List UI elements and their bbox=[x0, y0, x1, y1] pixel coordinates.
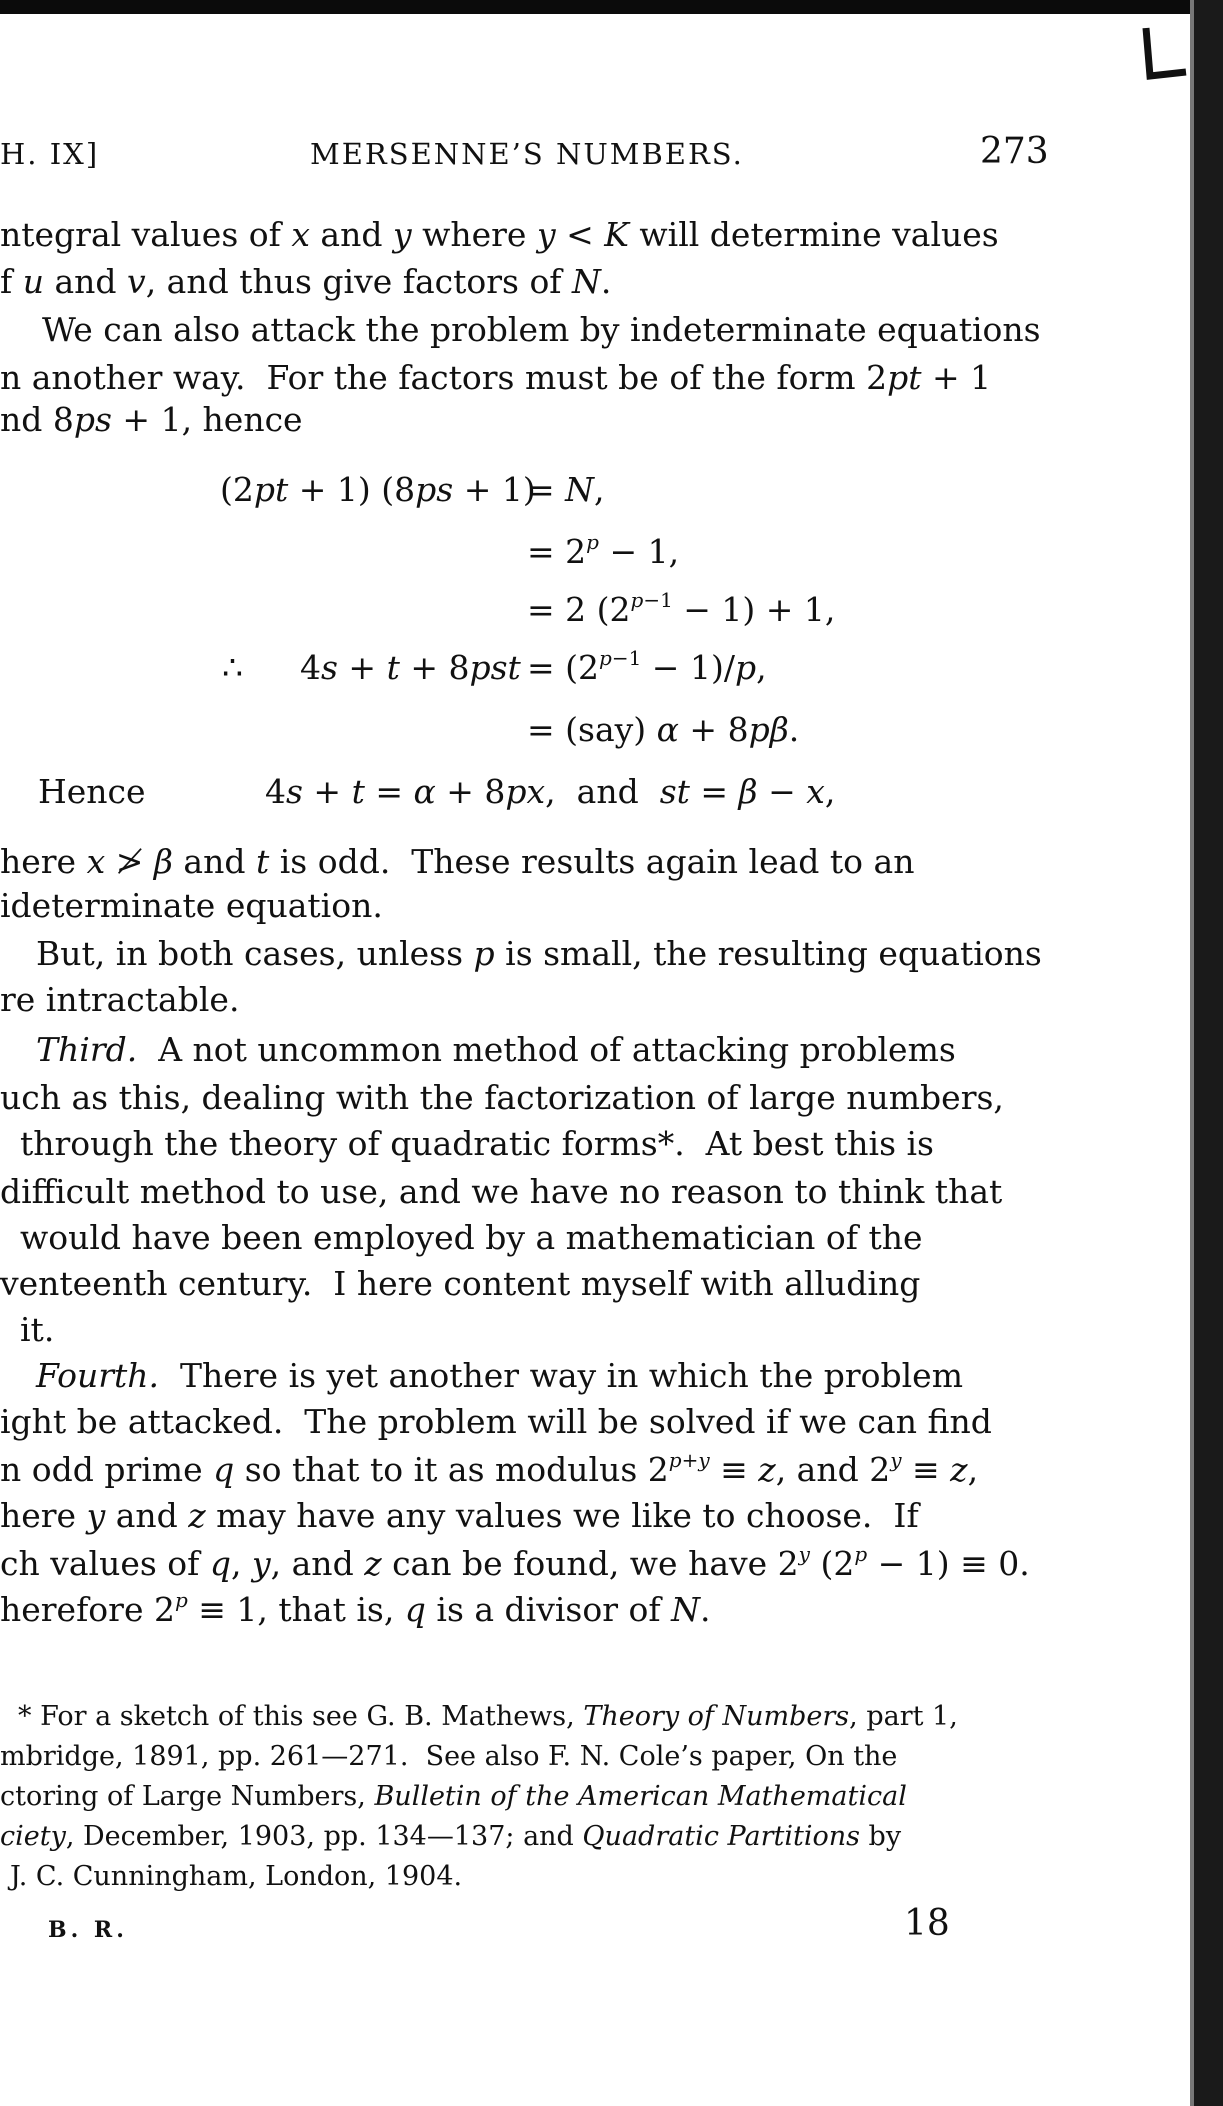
scan-right-shadow bbox=[1190, 0, 1194, 2106]
body-line-4: n another way. For the factors must be of the form 2pt + 1 bbox=[0, 358, 992, 397]
body-line-13: difficult method to use, and we have no reason to think that bbox=[0, 1172, 1003, 1211]
therefore-symbol: ∴ bbox=[222, 648, 243, 687]
body-line-10: Third. A not uncommon method of attacking problems bbox=[36, 1030, 956, 1069]
footnote-line-1: * For a sketch of this see G. B. Mathews, Theory of Numbers, part 1, bbox=[18, 1701, 958, 1732]
equation-2: = $2^p - 1$, bbox=[527, 530, 680, 571]
body-line-9: re intractable. bbox=[0, 980, 240, 1019]
scan-top-border bbox=[0, 0, 1223, 14]
footnote-line-2: mbridge, 1891, pp. 261—271. See also F. N. Cole’s paper, On the bbox=[0, 1741, 898, 1772]
body-line-18: ight be attacked. The problem will be solved if we can find bbox=[0, 1402, 992, 1441]
header-chapter: H. IX] bbox=[0, 137, 100, 171]
equation-1-rhs: = N, bbox=[527, 470, 605, 509]
body-line-1: ntegral values of x and y where y < K will determine values bbox=[0, 215, 999, 254]
equation-4-lhs: 4s + t + 8pst bbox=[300, 648, 521, 687]
equation-1-lhs: (2pt + 1) (8ps + 1) bbox=[220, 470, 536, 509]
body-line-20: here y and z may have any values we like to choose. If bbox=[0, 1496, 919, 1535]
equation-5: = (say) α + 8pβ. bbox=[527, 710, 800, 749]
equation-4-rhs: = $(2^{p-1} - 1)/p$, bbox=[527, 646, 767, 687]
hence-expression: 4s + t = α + 8px, and st = β − x, bbox=[265, 772, 836, 811]
body-line-7: ideterminate equation. bbox=[0, 886, 383, 925]
footnote-line-4: ciety, December, 1903, pp. 134—137; and Quadratic Partitions by bbox=[0, 1821, 902, 1852]
body-line-22: herefore $2^p \equiv 1$, that is, q is a divisor of N. bbox=[0, 1588, 711, 1629]
header-title: MERSENNE’S NUMBERS. bbox=[310, 137, 744, 171]
body-line-14: would have been employed by a mathematician of the bbox=[20, 1218, 923, 1257]
body-line-12: through the theory of quadratic forms*. At best this is bbox=[20, 1124, 934, 1163]
page-number: 273 bbox=[980, 131, 1049, 172]
body-line-3: We can also attack the problem by indeterminate equations bbox=[42, 310, 1041, 349]
body-line-16: it. bbox=[20, 1310, 55, 1349]
footnote-line-3: ctoring of Large Numbers, Bulletin of the American Mathematical bbox=[0, 1781, 907, 1812]
hence-word: Hence bbox=[38, 772, 146, 811]
body-line-6: here x ≯ β and t is odd. These results again lead to an bbox=[0, 842, 915, 881]
body-line-5: nd 8ps + 1, hence bbox=[0, 400, 303, 439]
footnote-line-5: J. C. Cunningham, London, 1904. bbox=[10, 1861, 463, 1892]
scan-right-border bbox=[1192, 0, 1223, 2106]
body-line-8: But, in both cases, unless p is small, the resulting equations bbox=[36, 934, 1042, 973]
body-line-11: uch as this, dealing with the factorization of large numbers, bbox=[0, 1078, 1004, 1117]
page-corner-mark bbox=[1140, 24, 1188, 86]
sheet-number: 18 bbox=[904, 1903, 950, 1944]
body-line-17: Fourth. There is yet another way in which the problem bbox=[36, 1356, 964, 1395]
body-line-19: n odd prime q so that to it as modulus $2^{p+y} \equiv z$, and $2^y \equiv z$, bbox=[0, 1448, 979, 1489]
body-line-21: ch values of q, y, and z can be found, we have 2$^y$ $(2^p - 1) \equiv 0$. bbox=[0, 1542, 1030, 1583]
printer-signature: B. R. bbox=[48, 1917, 128, 1943]
equation-3: = 2 $(2^{p-1} - 1) + 1$, bbox=[527, 588, 836, 629]
body-line-2: f u and v, and thus give factors of N. bbox=[0, 262, 612, 301]
body-line-15: venteenth century. I here content myself with alluding bbox=[0, 1264, 921, 1303]
